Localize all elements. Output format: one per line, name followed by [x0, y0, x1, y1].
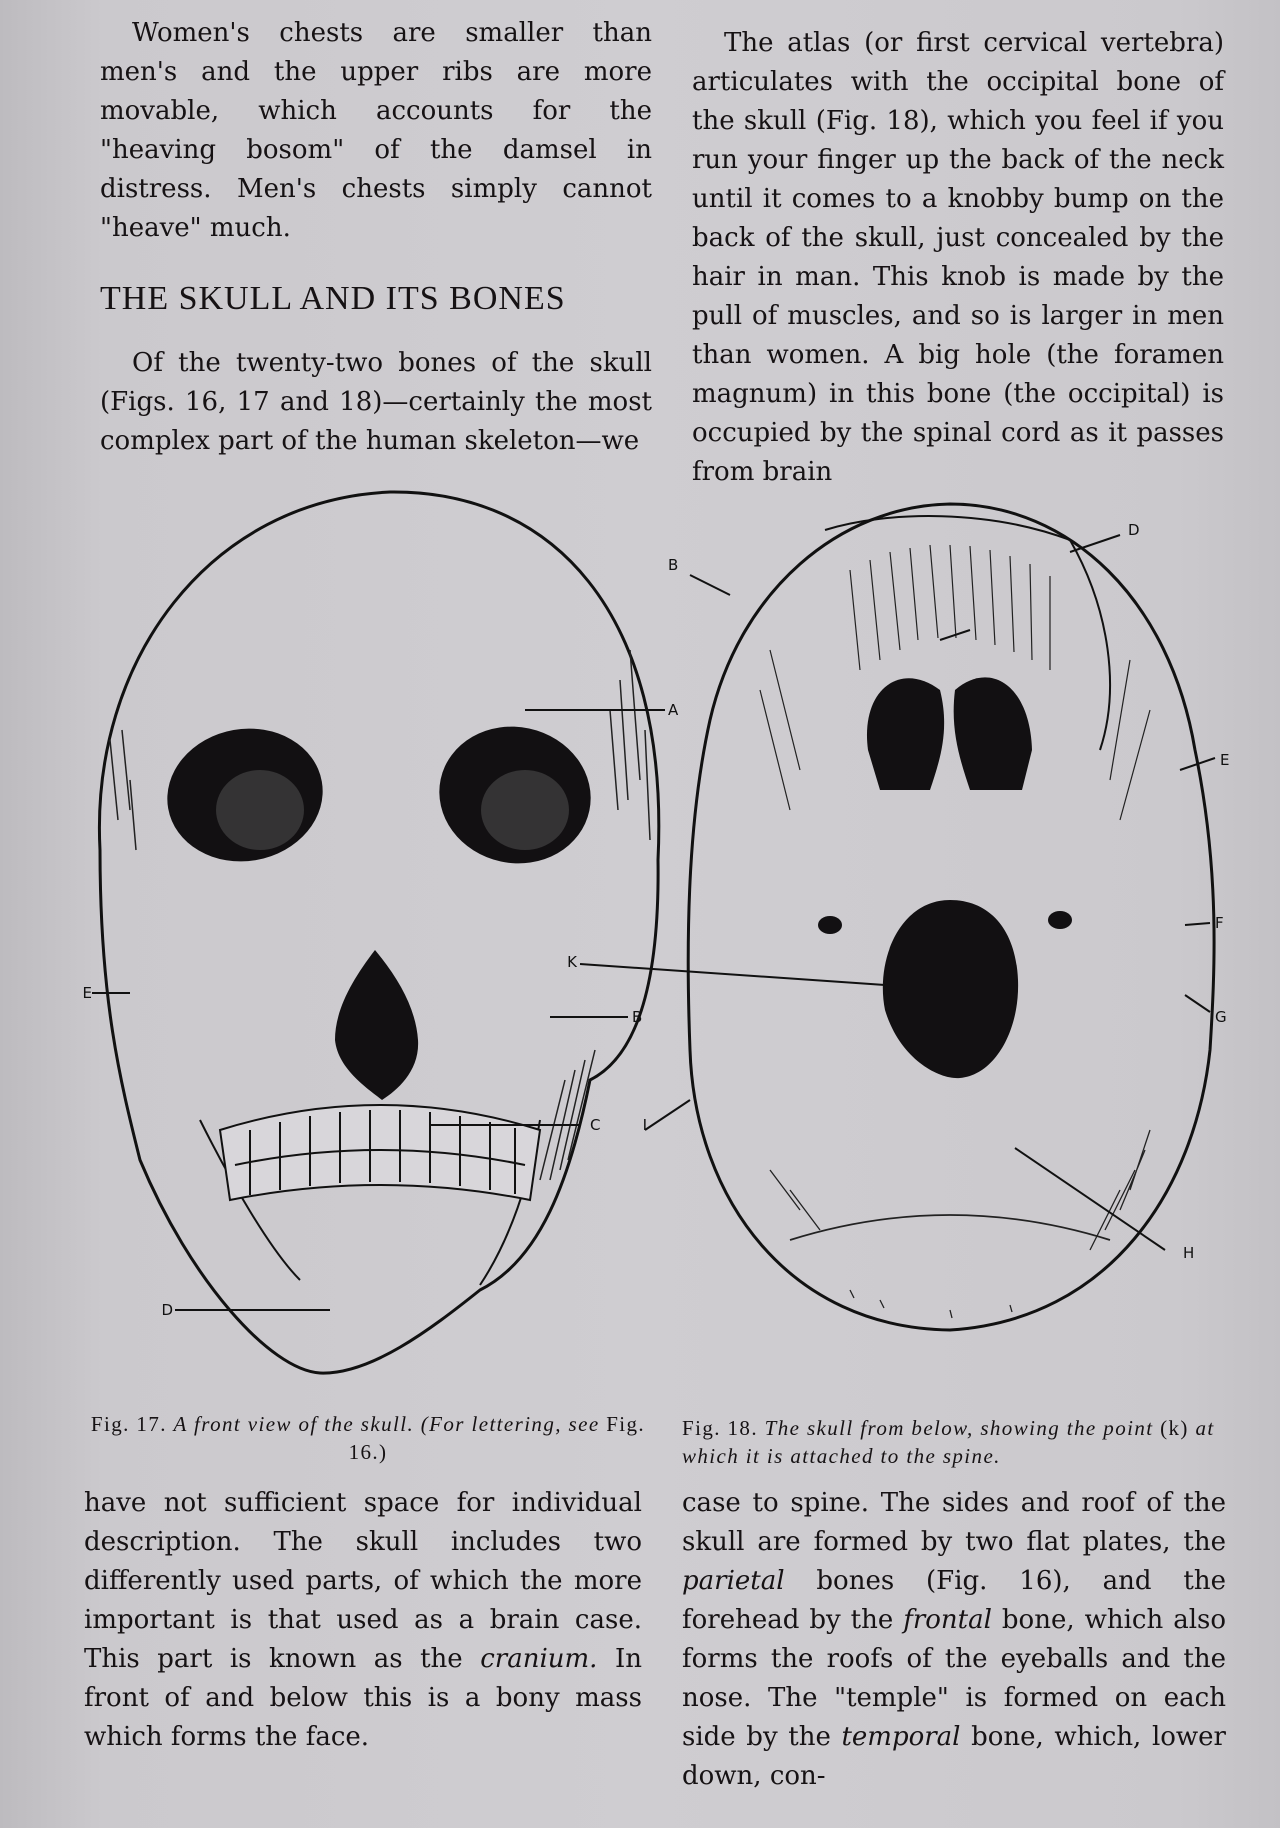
- figure-17-skull-front: [70, 480, 690, 1380]
- fig18-label-d: D: [1128, 521, 1140, 539]
- nasal-cavity: [335, 950, 418, 1100]
- eye-socket-left: [157, 716, 334, 873]
- top-left-column: [100, 14, 652, 461]
- fig18-label-e: E: [1220, 751, 1230, 769]
- term-parietal: parietal: [682, 1566, 785, 1596]
- bottom-right-column: [682, 1484, 1226, 1796]
- fig17-label-d: D: [161, 1301, 173, 1319]
- term-temporal: temporal: [841, 1722, 961, 1752]
- fig17-label-e: E: [82, 984, 92, 1002]
- term-frontal: frontal: [903, 1605, 992, 1635]
- paragraph-atlas: The atlas (or first cervical vertebra) articulates with the occipital bone of the skull (Fig. 18), which you feel if you run your finger up the back of the neck until it comes to a knobby bump on the back of the skull, just concealed by the hair in man. This knob is made by the pull of muscles, and so is larger in men than women. A big hole (the foramen magnum) in this bone (the occipital) is occupied by the spinal cord as it passes from brain: [692, 28, 1224, 487]
- fig18-label-f: F: [1215, 914, 1224, 932]
- section-heading: THE SKULL AND ITS BONES: [100, 280, 566, 317]
- fig17-label-c: C: [590, 1116, 601, 1134]
- foramen-magnum: [883, 900, 1018, 1078]
- fig17-label-a: A: [668, 701, 679, 719]
- figure-18-skull-below: [567, 490, 1250, 1360]
- fig18-label-b: B: [668, 556, 679, 574]
- bottom-left-column: [84, 1484, 642, 1757]
- fig18-label-k: K: [567, 953, 577, 971]
- fig17-label-b: B: [632, 1008, 643, 1026]
- paragraph-cranium: have not sufficient space for individual description. The skull includes two differently used parts, of which the more important is that used as a brain case. This part is known as the cranium. In front of and below this is a bony mass which forms the face.: [84, 1488, 643, 1752]
- paragraph-womens-chests: Women's chests are smaller than men's and the upper ribs are more movable, which accounts for the "heaving bosom" of the damsel in distress. Men's chests simply cannot "heave" much.: [100, 18, 652, 243]
- fig18-label-g: G: [1215, 1008, 1227, 1026]
- fig18-label-h: H: [1183, 1244, 1195, 1262]
- top-right-column: [692, 24, 1224, 492]
- teeth: [220, 1105, 540, 1200]
- caption-fig-17: Fig. 17. A front view of the skull. (For lettering, see Fig. 16.): [90, 1412, 646, 1464]
- paragraph-parietal-frontal: case to spine. The sides and roof of the skull are formed by two flat plates, the parietal bones (Fig. 16), and the forehead by the frontal bone, which also forms the roofs of the eyeballs and the nose. The "temple" is formed on each side by the temporal bone, which, lower down, con-: [682, 1488, 1227, 1791]
- eye-socket-right: [427, 713, 604, 878]
- fig18-label-i: I: [642, 1116, 647, 1134]
- term-cranium: cranium.: [480, 1644, 598, 1674]
- caption-fig-18: Fig. 18. The skull from below, showing the point (k) at which it is attached to the spine.: [682, 1416, 1215, 1468]
- paragraph-skull-bones: Of the twenty-two bones of the skull (Figs. 16, 17 and 18)—certainly the most complex part of the human skeleton—we: [100, 348, 652, 456]
